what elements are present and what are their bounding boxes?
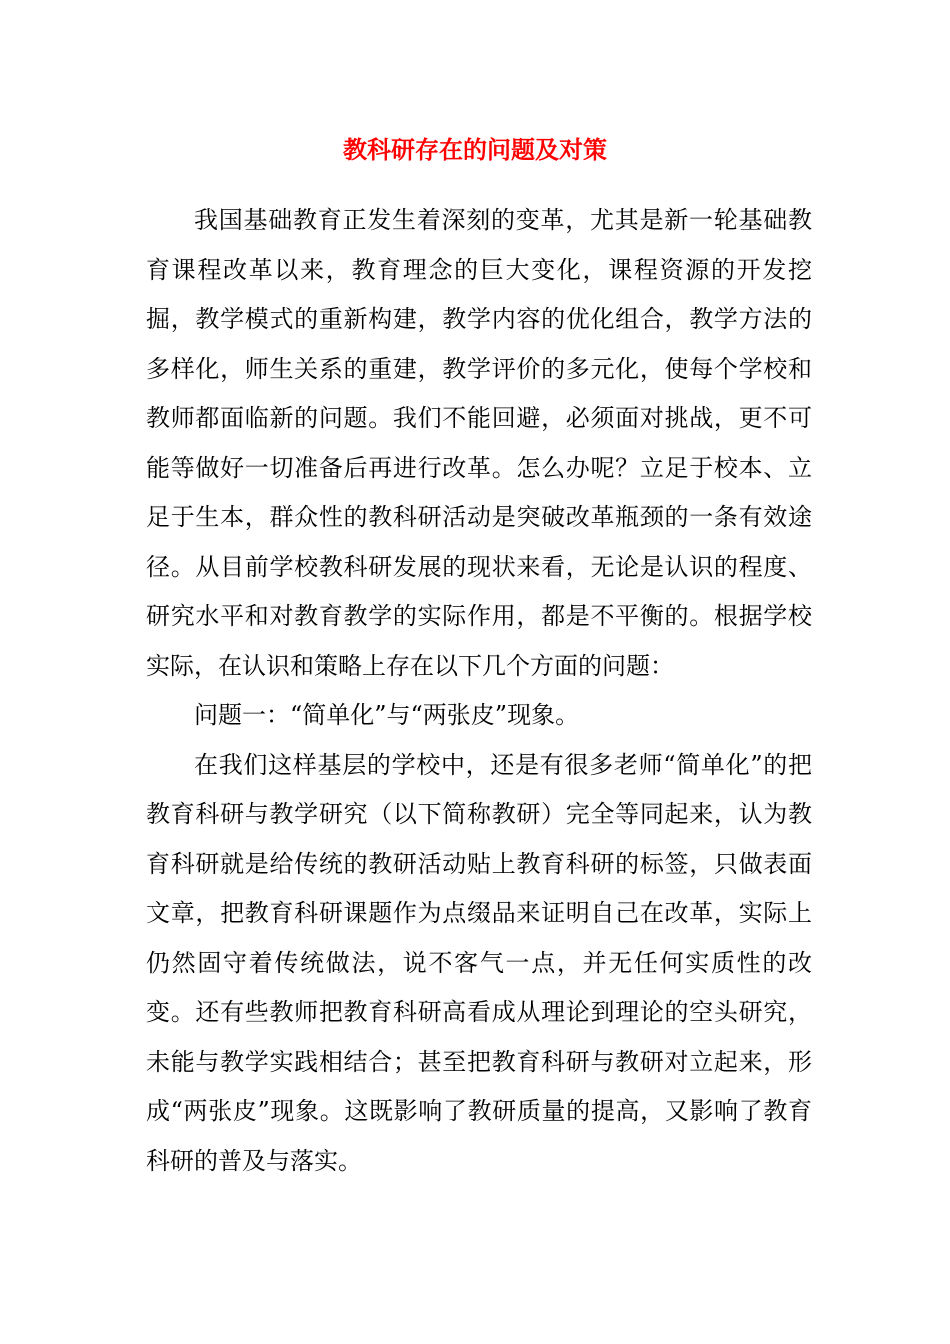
document-title: 教科研存在的问题及对策 bbox=[343, 135, 607, 164]
paragraph-problem-heading: 问题一：“简单化”与“两张皮”现象。 bbox=[194, 701, 580, 729]
paragraph-problem-detail: 在我们这样基层的学校中，还是有很多老师“简单化”的把教育科研与教学研究（以下简称教研）完全等同起来，认为教育科研就是给传统的教研活动贴上教育科研的标签，只做表面文章，把教育科研课题作为点缀品来证明自己在改革，实际上仍然固守着传统做法，说不客气一点，并无任何实质性的改变。还有些教师把教育科研高看成从理论到理论的空头研究，未能与教学实践相结合；甚至把教育科研与教研对立起来，形成“两张皮”现象。这既影响了教研质量的提高，又影响了教育科研的普及与落实。 bbox=[146, 750, 812, 1175]
document-body bbox=[146, 196, 812, 1186]
paragraph-intro: 我国基础教育正发生着深刻的变革，尤其是新一轮基础教育课程改革以来，教育理念的巨大变化，课程资源的开发挖掘，教学模式的重新构建，教学内容的优化组合，教学方法的多样化，师生关系的重建，教学评价的多元化，使每个学校和教师都面临新的问题。我们不能回避，必须面对挑战，更不可能等做好一切准备后再进行改革。怎么办呢？立足于校本、立足于生本，群众性的教科研活动是突破改革瓶颈的一条有效途径。从目前学校教科研发展的现状来看，无论是认识的程度、研究水平和对教育教学的实际作用，都是不平衡的。根据学校实际，在认识和策略上存在以下几个方面的问题： bbox=[146, 206, 812, 680]
